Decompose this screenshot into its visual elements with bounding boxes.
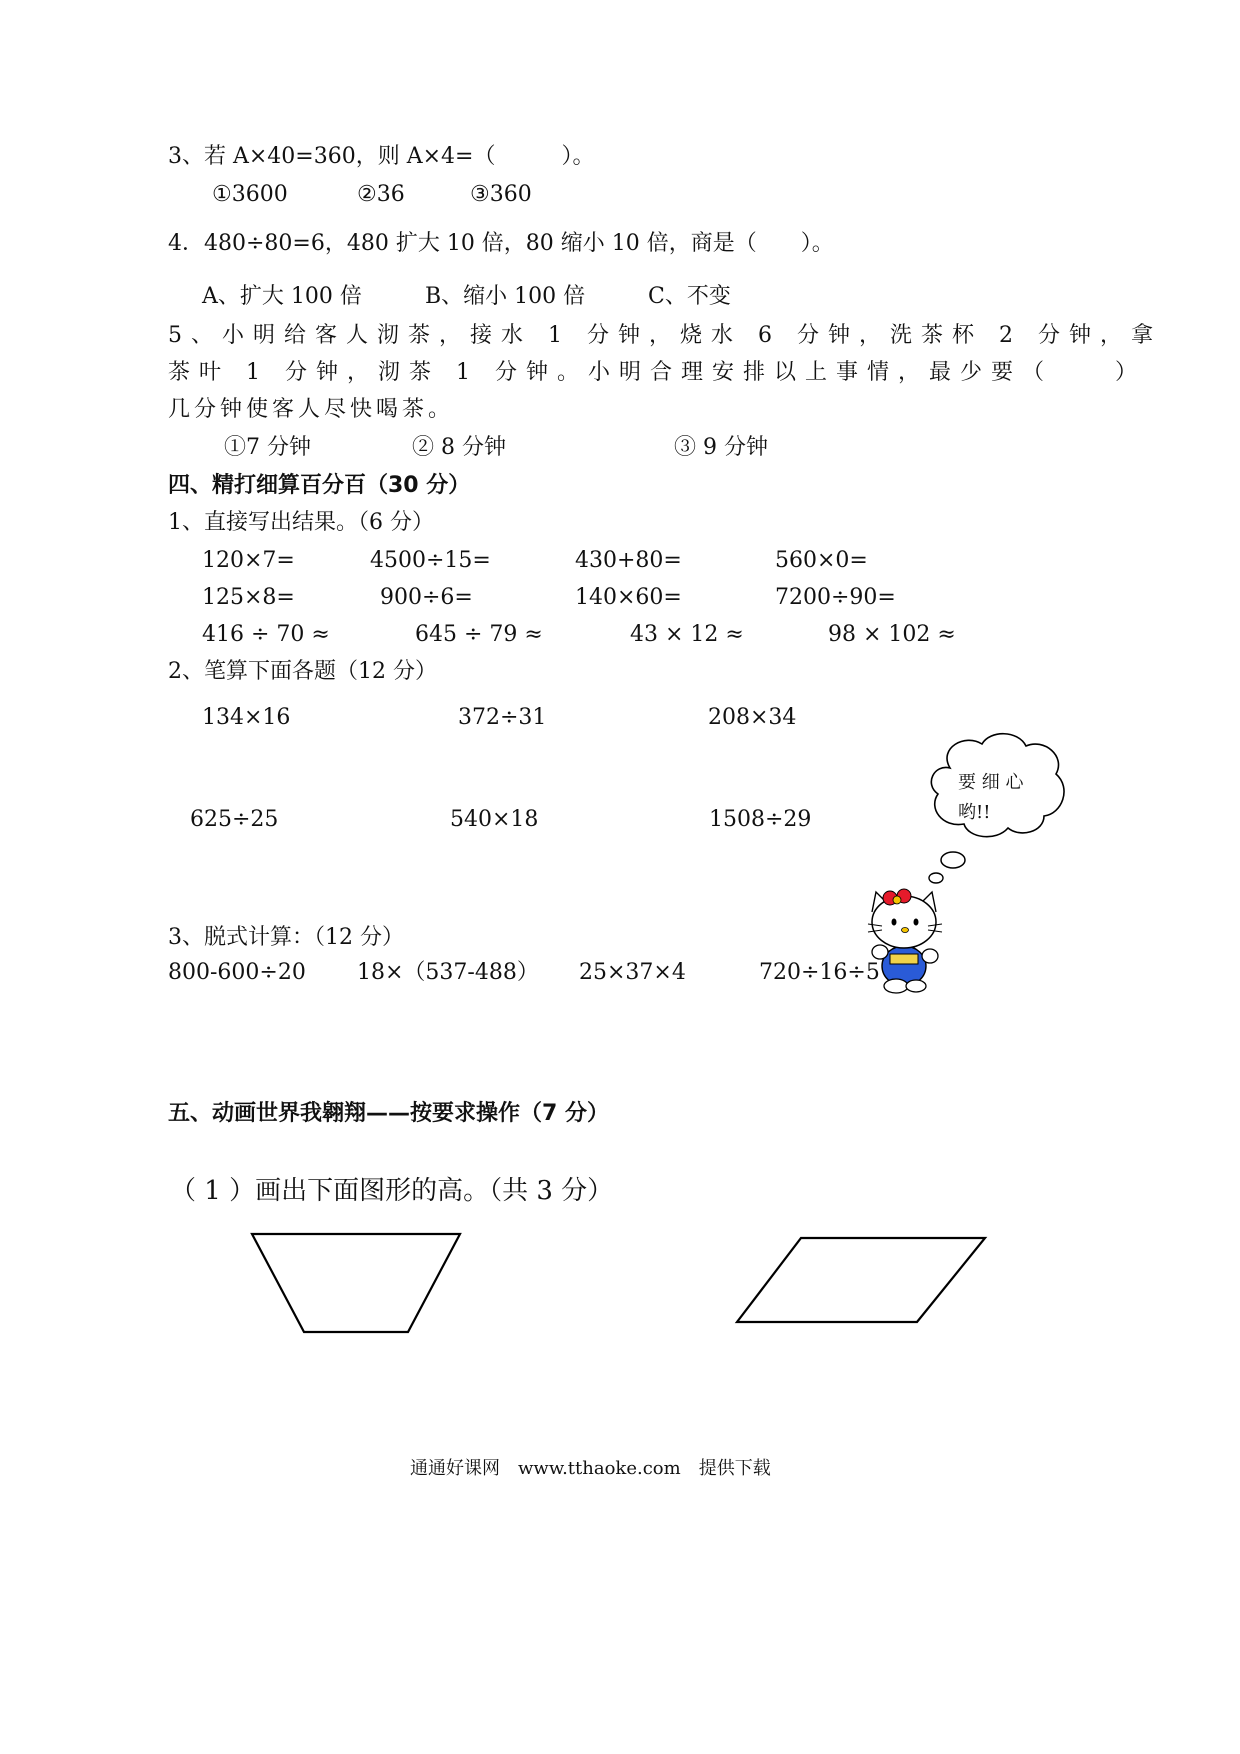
thought-bubble-icon [920, 728, 1070, 878]
step-calc-item: 720÷16÷5 [759, 960, 880, 985]
estimate-item: 645 ÷ 79 ≈ [415, 622, 543, 647]
section-4-title: 四、精打细算百分百（30 分） [168, 473, 471, 498]
footer-source: 通通好课网 www.tthaoke.com 提供下载 [410, 1458, 771, 1479]
written-calc-item: 208×34 [708, 705, 797, 730]
q4-option-a: A、扩大 100 倍 [202, 284, 362, 309]
parallelogram-figure [735, 1236, 987, 1324]
q5-option-1: ①7 分钟 [224, 435, 311, 460]
oral-calc-item: 140×60= [575, 585, 682, 610]
oral-calc-item: 7200÷90= [775, 585, 896, 610]
step-calc-item: 18×（537-488） [357, 960, 539, 985]
oral-calc-item: 430+80= [575, 548, 682, 573]
oral-calc-item: 4500÷15= [370, 548, 491, 573]
section-4-part-2-title: 2、笔算下面各题（12 分） [168, 659, 437, 684]
section-5-part-1-title: （ 1 ）画出下面图形的高。（共 3 分） [170, 1176, 614, 1206]
q5-option-2: ② 8 分钟 [412, 435, 506, 460]
hello-kitty-mascot-icon [862, 882, 946, 994]
written-calc-item: 540×18 [450, 807, 539, 832]
written-calc-item: 372÷31 [458, 705, 547, 730]
section-5-title: 五、动画世界我翱翔——按要求操作（7 分） [168, 1101, 609, 1126]
section-4-part-1-title: 1、直接写出结果。（6 分） [168, 510, 434, 535]
q5-line-1: 5、小明给客人沏茶，接水 1 分钟，烧水 6 分钟，洗茶杯 2 分钟，拿 [168, 323, 1162, 348]
written-calc-item: 134×16 [202, 705, 291, 730]
estimate-item: 416 ÷ 70 ≈ [202, 622, 330, 647]
bubble-text-line-2: 哟!! [958, 802, 991, 823]
estimate-item: 98 × 102 ≈ [828, 622, 956, 647]
q4-stem: 4．480÷80=6，480 扩大 10 倍，80 缩小 10 倍，商是（ ）。 [168, 231, 834, 256]
trapezoid-figure [250, 1232, 462, 1334]
oral-calc-item: 120×7= [202, 548, 295, 573]
q5-line-3: 几分钟使客人尽快喝茶。 [168, 397, 455, 422]
section-4-part-3-title: 3、脱式计算：（12 分） [168, 925, 404, 950]
bubble-text-line-1: 要 细 心 [958, 772, 1024, 793]
written-calc-item: 625÷25 [190, 807, 279, 832]
q5-line-2: 茶叶 1 分钟，沏茶 1 分钟。小明合理安排以上事情，最少要（ ） [168, 360, 1146, 385]
step-calc-item: 800-600÷20 [168, 960, 306, 985]
q3-option-2: ②36 [357, 182, 405, 207]
q3-stem: 3、若 A×40=360，则 A×4=（ ）。 [168, 144, 595, 169]
oral-calc-item: 125×8= [202, 585, 295, 610]
oral-calc-item: 900÷6= [380, 585, 473, 610]
q3-option-3: ③360 [470, 182, 532, 207]
q4-option-c: C、不变 [648, 284, 731, 309]
estimate-item: 43 × 12 ≈ [630, 622, 744, 647]
q5-option-3: ③ 9 分钟 [674, 435, 768, 460]
q4-option-b: B、缩小 100 倍 [425, 284, 586, 309]
oral-calc-item: 560×0= [775, 548, 868, 573]
q3-option-1: ①3600 [212, 182, 288, 207]
step-calc-item: 25×37×4 [579, 960, 686, 985]
written-calc-item: 1508÷29 [709, 807, 812, 832]
